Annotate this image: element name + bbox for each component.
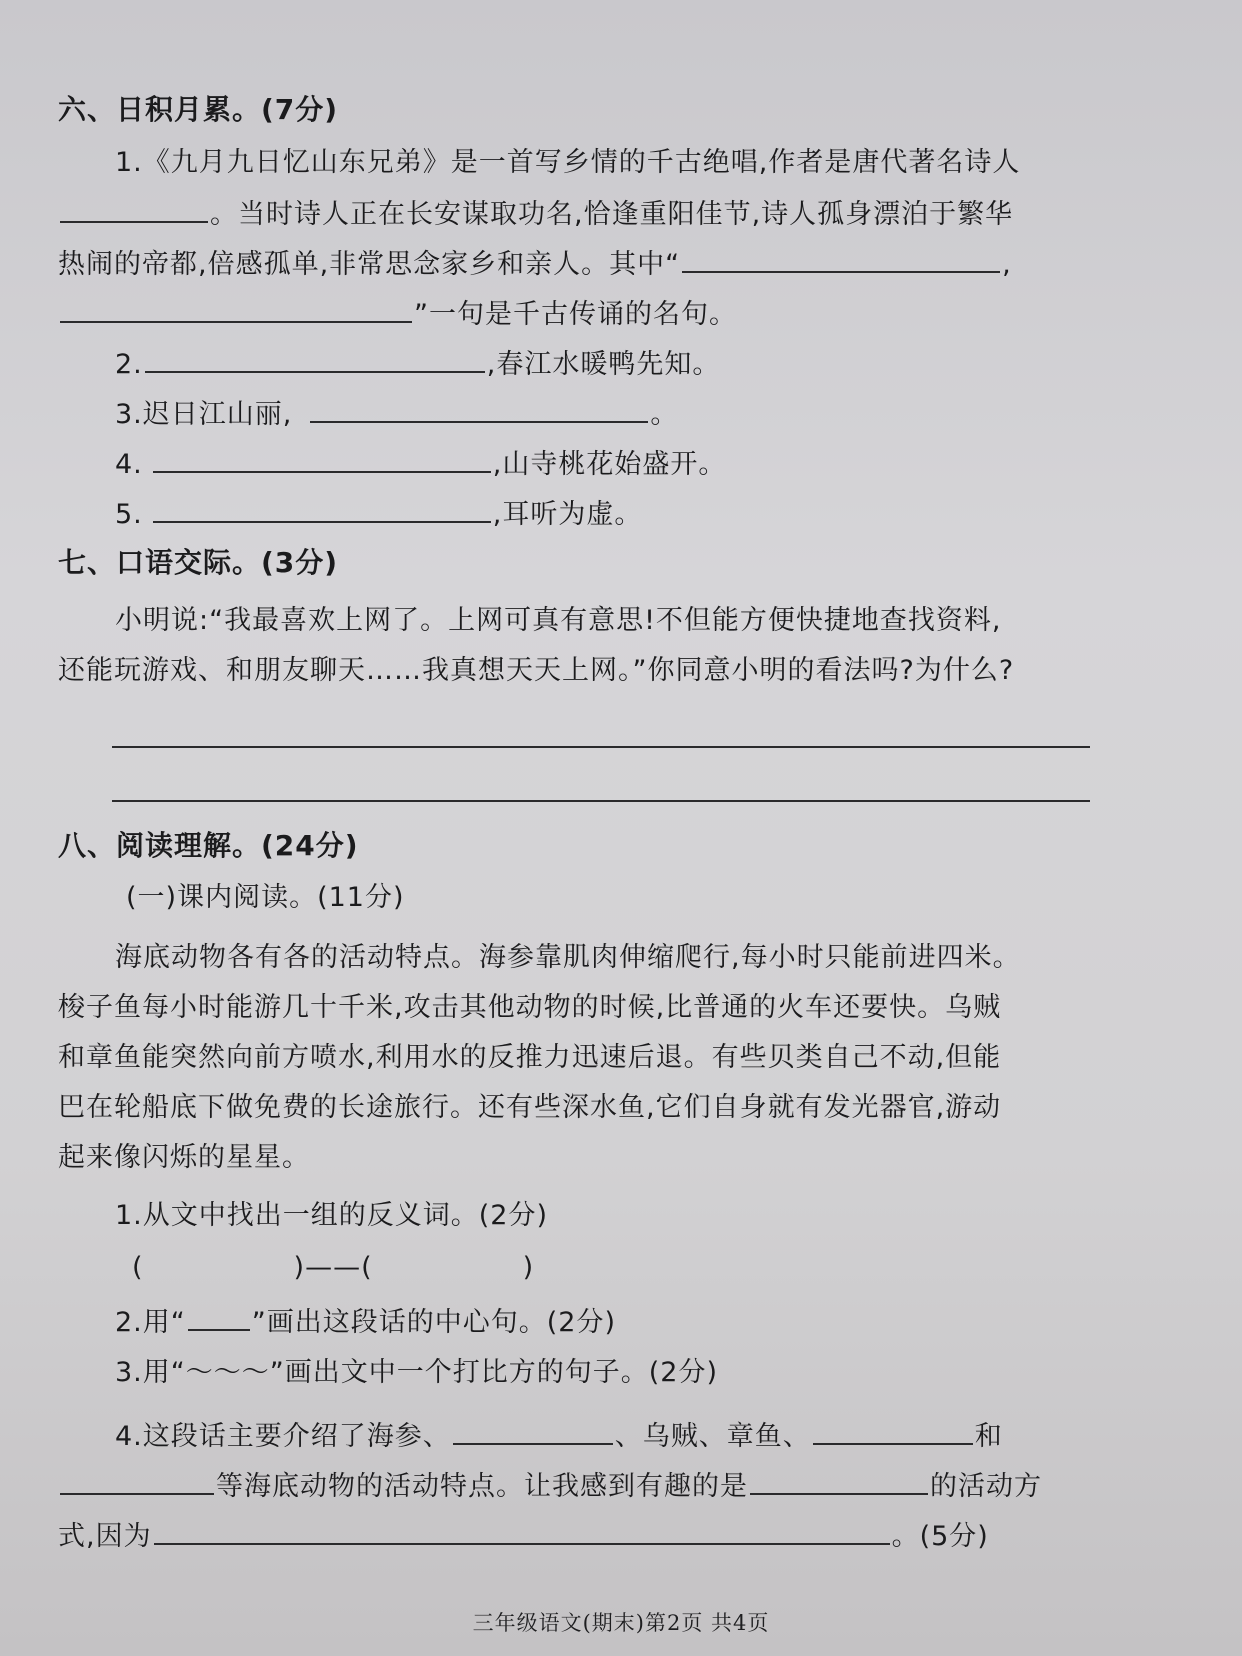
s8-q4-line3 bbox=[58, 1517, 989, 1555]
s7-paragraph-line2: 还能玩游戏、和朋友聊天……我真想天天上网。”你同意小明的看法吗?为什么? bbox=[58, 655, 1015, 686]
answer-blank-verse-1[interactable] bbox=[682, 245, 1000, 273]
answer-blank-verse-2[interactable] bbox=[60, 295, 412, 323]
answer-blank-q3[interactable] bbox=[310, 395, 648, 423]
s6-q1-line3-text: 热闹的帝都,倍感孤单,非常思念家乡和亲人。其中“ bbox=[58, 249, 681, 280]
s7-paragraph-line1: 小明说:“我最喜欢上网了。上网可真有意思!不但能方便快捷地查找资料, bbox=[115, 605, 1002, 636]
s6-q1-line3-end: , bbox=[1002, 249, 1012, 280]
s8-q4-line2 bbox=[58, 1467, 1042, 1505]
s8-q1: 1.从文中找出一组的反义词。(2分) bbox=[115, 1200, 549, 1231]
reading-paragraph-line2: 梭子鱼每小时能游几十千米,攻击其他动物的时候,比普通的火车还要快。乌贼 bbox=[58, 992, 1002, 1023]
s6-q5-number: 5. bbox=[115, 499, 143, 530]
s6-q1-line1: 1.《九月九日忆山东兄弟》是一首写乡情的千古绝唱,作者是唐代著名诗人 bbox=[115, 147, 1021, 178]
s6-q1-line2-text: 。当时诗人正在长安谋取功名,恰逢重阳佳节,诗人孤身漂泊于繁华 bbox=[210, 199, 1014, 230]
s8-q2-text-b: ”画出这段话的中心句。(2分) bbox=[251, 1307, 616, 1338]
answer-blank-animal-1[interactable] bbox=[453, 1417, 613, 1445]
s6-q2-text: ,春江水暖鸭先知。 bbox=[486, 349, 721, 380]
s6-q3-end: 。 bbox=[650, 399, 679, 430]
reading-paragraph-line5: 起来像闪烁的星星。 bbox=[58, 1142, 310, 1173]
answer-blank-q5[interactable] bbox=[153, 495, 491, 523]
answer-blank-q2[interactable] bbox=[145, 345, 485, 373]
s8-q4-text-g: 。(5分) bbox=[891, 1521, 989, 1552]
underline-sample bbox=[188, 1303, 250, 1331]
s6-q1-line4 bbox=[58, 295, 737, 333]
s6-q2-number: 2. bbox=[115, 349, 143, 380]
section-6-title: 六、日积月累。(7分) bbox=[58, 93, 339, 126]
answer-blank-interesting-animal[interactable] bbox=[750, 1467, 928, 1495]
s8-q4-text-b: 、乌贼、章鱼、 bbox=[614, 1421, 811, 1452]
s6-q4-text: ,山寺桃花始盛开。 bbox=[492, 449, 727, 480]
s8-q3: 3.用“～～～”画出文中一个打比方的句子。(2分) bbox=[115, 1357, 718, 1388]
s8-q4-text-e: 的活动方 bbox=[930, 1471, 1042, 1502]
s6-q2 bbox=[115, 345, 720, 383]
s6-q1-line4-text: ”一句是千古传诵的名句。 bbox=[414, 299, 737, 330]
s8-q1-answer-brackets bbox=[132, 1250, 534, 1286]
s8-q2 bbox=[115, 1303, 616, 1341]
s8-subsection-title: (一)课内阅读。(11分) bbox=[126, 882, 405, 913]
section-7-title: 七、口语交际。(3分) bbox=[58, 546, 339, 579]
s6-q4 bbox=[115, 445, 726, 483]
bracket-middle: )——( bbox=[293, 1252, 373, 1283]
s8-q4-line1 bbox=[115, 1417, 1003, 1455]
answer-blank-reason[interactable] bbox=[154, 1517, 890, 1545]
s6-q4-number: 4. bbox=[115, 449, 143, 480]
s8-q4-text-d: 等海底动物的活动特点。让我感到有趣的是 bbox=[216, 1471, 748, 1502]
answer-line-s7-1[interactable] bbox=[112, 746, 1090, 748]
reading-paragraph-line4: 巴在轮船底下做免费的长途旅行。还有些深水鱼,它们自身就有发光器官,游动 bbox=[58, 1092, 1002, 1123]
answer-blank-animal-2[interactable] bbox=[813, 1417, 973, 1445]
s6-q1-line2 bbox=[58, 195, 1013, 233]
s6-q5 bbox=[115, 495, 642, 533]
s8-q4-text-c: 和 bbox=[974, 1421, 1003, 1452]
s6-q1-line3 bbox=[58, 245, 1012, 283]
s8-q4-text-f: 式,因为 bbox=[58, 1521, 152, 1552]
answer-line-s7-2[interactable] bbox=[112, 800, 1090, 802]
s6-q3-text: 3.迟日江山丽, bbox=[115, 399, 293, 430]
section-8-title: 八、阅读理解。(24分) bbox=[58, 829, 359, 862]
reading-paragraph-line3: 和章鱼能突然向前方喷水,利用水的反推力迅速后退。有些贝类自己不动,但能 bbox=[58, 1042, 1002, 1073]
reading-paragraph-line1: 海底动物各有各的活动特点。海参靠肌肉伸缩爬行,每小时只能前进四米。 bbox=[115, 942, 1021, 973]
answer-blank-animal-3[interactable] bbox=[60, 1467, 214, 1495]
bracket-close: ) bbox=[522, 1252, 535, 1283]
s8-q2-text-a: 2.用“ bbox=[115, 1307, 186, 1338]
bracket-open: ( bbox=[132, 1252, 144, 1283]
s6-q3 bbox=[115, 395, 678, 433]
s6-q5-text: ,耳听为虚。 bbox=[492, 499, 643, 530]
page-footer: 三年级语文(期末)第2页 共4页 bbox=[472, 1611, 770, 1635]
s8-q4-text-a: 4.这段话主要介绍了海参、 bbox=[115, 1421, 451, 1452]
answer-blank-q4[interactable] bbox=[153, 445, 491, 473]
answer-blank-poet[interactable] bbox=[60, 195, 208, 223]
